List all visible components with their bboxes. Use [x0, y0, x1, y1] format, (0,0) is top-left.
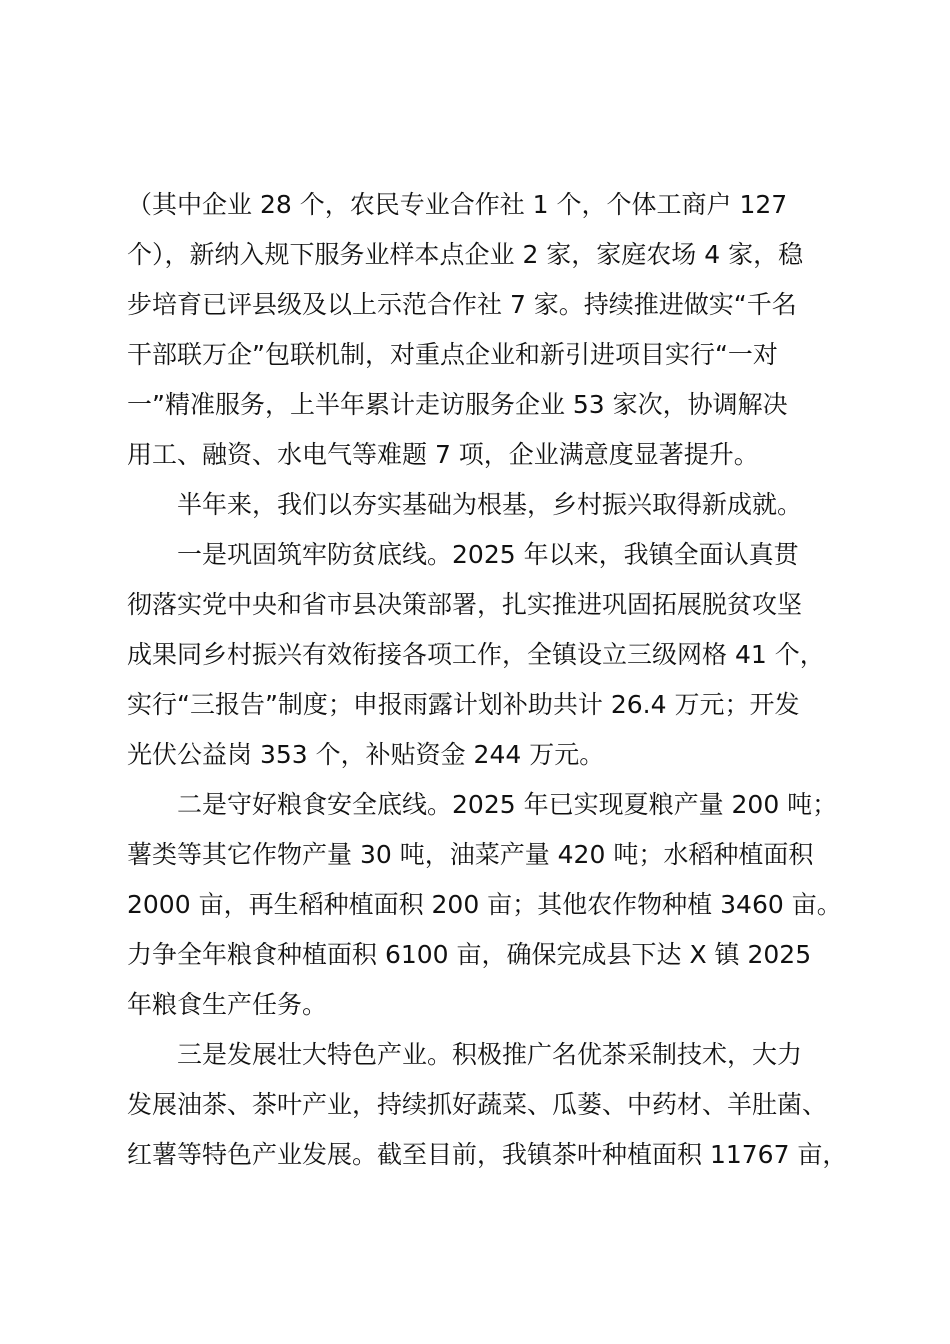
text-line: 发展油茶、茶叶产业，持续抓好蔬菜、瓜蒌、中药材、羊肚菌、: [127, 1090, 828, 1119]
text-line: 一”精准服务，上半年累计走访服务企业 53 家次，协调解决: [127, 390, 788, 419]
text-line: 步培育已评县级及以上示范合作社 7 家。持续推进做实“千名: [127, 290, 797, 319]
paragraph-food-security: [127, 780, 857, 1030]
text-line: 二是守好粮食安全底线。2025 年已实现夏粮产量 200 吨；: [177, 790, 838, 819]
text-line: 干部联万企”包联机制，对重点企业和新引进项目实行“一对: [127, 340, 778, 369]
text-line: 2000 亩，再生稻种植面积 200 亩；其他农作物种植 3460 亩。: [127, 890, 842, 919]
text-line: 年粮食生产任务。: [127, 990, 328, 1019]
paragraph-enterprise-stats: [127, 180, 857, 480]
paragraph-specialty-industry: [127, 1030, 857, 1180]
paragraph-poverty-prevention: [127, 530, 857, 780]
text-line: 薯类等其它作物产量 30 吨，油菜产量 420 吨；水稻种植面积: [127, 840, 814, 869]
text-line: 成果同乡村振兴有效衔接各项工作，全镇设立三级网格 41 个，: [127, 640, 825, 669]
text-line: 个），新纳入规下服务业样本点企业 2 家，家庭农场 4 家，稳: [127, 240, 804, 269]
text-line: 光伏公益岗 353 个，补贴资金 244 万元。: [127, 740, 605, 769]
document-body: [127, 180, 857, 1180]
text-line: 力争全年粮食种植面积 6100 亩，确保完成县下达 X 镇 2025: [127, 940, 812, 969]
text-line: （其中企业 28 个，农民专业合作社 1 个，个体工商户 127: [127, 190, 788, 219]
paragraph-rural-revitalization-intro: [127, 480, 857, 530]
text-line: 三是发展壮大特色产业。积极推广名优茶采制技术，大力: [177, 1040, 803, 1069]
text-line: 半年来，我们以夯实基础为根基，乡村振兴取得新成就。: [177, 490, 803, 519]
text-line: 用工、融资、水电气等难题 7 项，企业满意度显著提升。: [127, 440, 759, 469]
text-line: 实行“三报告”制度；申报雨露计划补助共计 26.4 万元；开发: [127, 690, 800, 719]
text-line: 一是巩固筑牢防贫底线。2025 年以来，我镇全面认真贯: [177, 540, 799, 569]
text-line: 彻落实党中央和省市县决策部署，扎实推进巩固拓展脱贫攻坚: [127, 590, 803, 619]
text-line: 红薯等特色产业发展。截至目前，我镇茶叶种植面积 11767 亩，: [127, 1140, 848, 1169]
